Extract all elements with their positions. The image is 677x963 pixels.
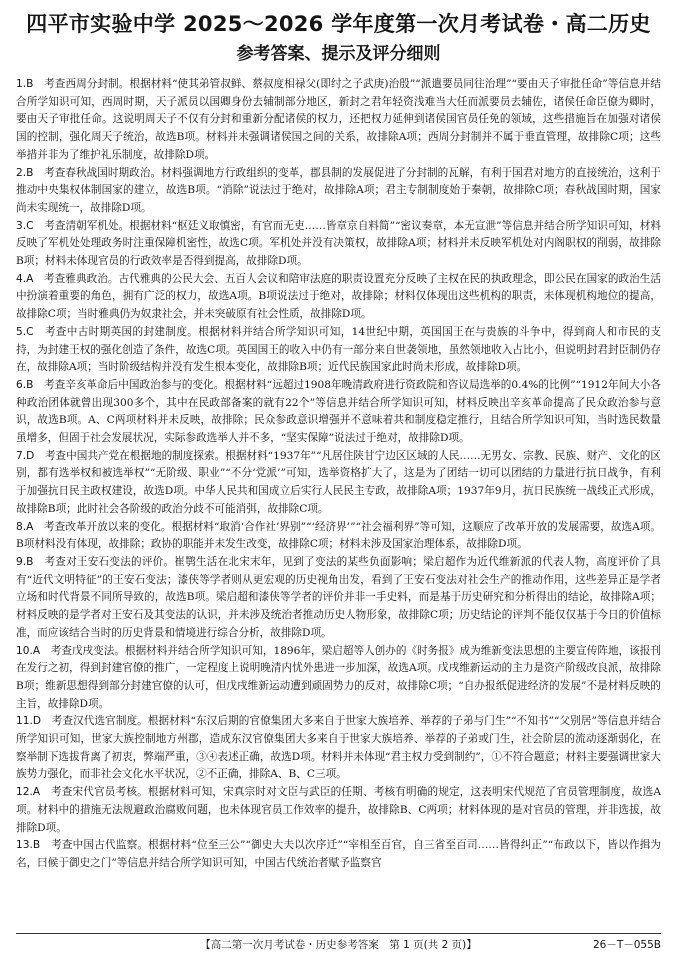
answer-number: 11.D (16, 715, 42, 728)
answer-explanation: 考查对王安石变法的评价。崔鹗生活在北宋末年，见到了变法的某些负面影响；梁启超作为近代维新派的代表人物，高度评价了具有“近代文明特征”的王安石变法；漆侠等学者则从更宏观的历史视角出发，看到了王安石变法对社会生产的推动作用，这些差异正是学者立场和时代背景不同所导致的，故选B项。梁启超和漆侠等学者的评价并非一手史料，而是基于历史研究和分析得出的结论，故排除A项；材料反映的是学者对王安石及其变法的认识，并未涉及统治者推动历史人物形象，故排除C项；历史结论的评判不能仅仅基于今日的价值标准，而应该结合当时的历史背景和情境进行综合分析，故排除D项。 (16, 555, 662, 639)
answer-explanation: 考查雅典政治。古代雅典的公民大会、五百人会议和陪审法庭的职责设置充分反映了主权在民的执政理念，即公民在国家的政治生活中扮演着重要的角色，拥有广泛的权力，故选A项。B项说法过于绝对，故排除；材料仅体现出这些机构的职责，未体现机构地位的提高，故排除C项；当时雅典仍为奴隶社会，并未突破原有社会性质，故排除D项。 (16, 272, 661, 321)
answer-number: 12.A (16, 786, 41, 799)
answer-explanation: 考查中国共产党在根据地的制度探索。根据材料“1937年”“凡居住陕甘宁边区区域的人民……无男女、宗教、民族、财产、文化的区别，都有选举权和被选举权”“无阶级、职业”“不分‘党派’”可知，选举资格扩大了，这是为了团结一切可以团结的力量进行抗日战争，有利于加强抗日民主政权建设，故选D项。中华人民共和国成立后实行人民民主专政，故排除A项；1937年9月，抗日民族统一战线正式形成，故排除B项；此时社会各阶级的政治分歧不可能消弭，故排除C项。 (16, 449, 661, 515)
answer-item (16, 324, 661, 377)
answer-number: 5.C (16, 325, 34, 338)
answer-item (16, 713, 661, 784)
answer-item (16, 643, 661, 714)
answer-explanation: 考查改革开放以来的变化。根据材料“取消‘合作社’界别”“‘经济界’”“社会福利界”等可知，这顺应了改革开放的发展需要，故选A项。B项材料没有体现，故排除；政协的职能并未发生改变，故排除C项；材料未涉及国家治理体系，故排除D项。 (16, 520, 661, 551)
answer-explanation: 考查春秋战国时期政治。材料强调地方行政组织的变革，郡县制的发展促进了分封制的瓦解，有利于国君对地方的直接统治，这利于推动中央集权体制国家的建立，故选B项。“消除”说法过于绝对，故排除A项；君主专制制度始于秦朝，故排除C项；春秋战国时期，国家尚未实现统一，故排除D项。 (16, 166, 662, 214)
answer-list (16, 76, 661, 873)
footer-doc-code: 26－T－055B (592, 939, 661, 951)
answer-explanation: 考查戊戌变法。根据材料并结合所学知识可知，1896年，梁启超等人创办的《时务报》成为维新变法思想的主要宣传阵地，该报刊在发行之初，得到封建官僚的推广，一定程度上说明晚清内忧外患进一步加深，故选A项。戊戌维新运动的主力是资产阶级改良派，故排除B项；维新思想得到部分封建官僚的认可，但戊戌维新运动遭到顽固势力的反对，故排除C项；“自办报纸促进经济的发展”不是材料反映的主旨，故排除D项。 (16, 644, 661, 710)
answer-item (16, 784, 661, 837)
answer-number: 9.B (16, 555, 34, 568)
answer-number: 6.B (16, 378, 34, 391)
answer-explanation: 考查中古时期英国的封建制度。根据材料并结合所学知识可知，14世纪中期，英国国王在与贵族的斗争中，得到商人和市民的支持，为封建王权的强化创造了条件，故选C项。英国国王的收入中仍有一部分来自世袭领地，虽然领地收入占比小，但说明封君封臣制仍存在，故排除A项；当时阶级结构并没有发生根本变化，故排除B项；近代民族国家此时尚未形成，故排除D项。 (16, 325, 661, 374)
answer-item (16, 218, 661, 271)
answer-number: 1.B (16, 78, 34, 90)
answer-item (16, 519, 661, 554)
answer-explanation: 考查汉代选官制度。根据材料“东汉后期的官僚集团大多来自于世家大族培养、举荐的子弟与门生”“不知书”“父别居”等信息并结合所学知识可知，世家大族控制地方州郡，造成东汉官僚集团大多来自于世家大族培养、举荐的子弟或门生，社会阶层的流动逐渐弱化，在察举制下选拔背离了初衷，弊端严重，③④表述正确，故选D项。材料并未体现“君主权力受到制约”，①不符合题意；材料主要强调世家大族势力强化，而非社会文化水平状况，②不正确，排除A、B、C三项。 (16, 715, 661, 781)
answer-item (16, 76, 661, 165)
answer-explanation: 考查中国古代监察。根据材料“位至三公”“御史大夫以次序迁”“宰相至百官，自三省至百司……皆得纠正”“布政以下，皆以作揖为名，曰候于御史之门”等信息并结合所学知识可知，中国古代统治者赋予监察官 (16, 839, 662, 869)
answer-item (16, 448, 661, 519)
answer-number: 8.A (16, 520, 34, 533)
answer-explanation: 考查西周分封制。根据材料“使其弟管叔鲜、蔡叔度相禄父(即纣之子武庚)治殷”“派遣要员同往治理”“要由天子审批任命”等信息并结合所学知识可知，西周时期，天子派员以国卿身份去辅制部分地区，新封之君年轻资浅难当大任而派要员去辅佐，诸侯任命臣僚为卿时，要由天子审批任命。这说明周天子不仅有分封和重新分配诸侯的权力，还把权力延伸到诸侯国官员任免的领域，这些措施旨在加强对诸侯国的控制，强化周天子统治，故选B项。材料并未强调诸侯国之间的关系，故排除A项；西周分封制并不属于垂直管理，故排除C项；这些举措并非为了维护礼乐制度，故排除D项。 (16, 78, 661, 161)
answer-item (16, 837, 661, 872)
answer-number: 2.B (16, 166, 34, 179)
answer-explanation: 考查辛亥革命后中国政治参与的变化。根据材料“远超过1908年晚清政府进行资政院和咨议局选举的0.4%的比例”“1912年间大小各种政治团体就曾出现300多个，其中在民政部备案的就有22个”等信息并结合所学知识可知，材料反映出辛亥革命提高了民众政治参与意识，故选B项。A、C两项材料并未反映，故排除；民众参政意识增强并不意味着共和制度稳定推行，且结合所学知识可知，当时选民数量虽增多，但固于社会发展状况，实际参政选举人并不多，“坚实保障”说法过于绝对，故排除D项。 (16, 378, 661, 445)
answer-number: 4.A (16, 272, 34, 285)
page-footer (16, 933, 661, 956)
page-subtitle: 参考答案、提示及评分细则 (236, 44, 441, 64)
answer-number: 7.D (16, 449, 35, 462)
answer-item (16, 554, 661, 643)
answer-number: 3.C (16, 219, 34, 232)
answer-number: 13.B (16, 839, 41, 852)
answer-explanation: 考查宋代官员考核。根据材料可知，宋真宗时对文臣与武臣的任期、考核有明确的规定，这表明宋代规范了官员管理制度，故选A项。材料中的措施无法规避政治腐败问题，也未体现官员工作效率的提升，故排除B、C两项；材料体现的是对官员的管理，并非选拔，故排除D项。 (16, 786, 661, 834)
page-title: 四平市实验中学 2025～2026 学年度第一次月考试卷・高二历史 (26, 12, 651, 36)
answer-item (16, 165, 661, 218)
footer-page-info: 【高二第一次月考试卷・历史参考答案 第 1 页(共 2 页)】 (200, 939, 477, 951)
answer-explanation: 考查清朝军机处。根据材料“枢廷义取慎密，有官而无吏……皆章京自料简”“密议奏章，本无宣泄”等信息并结合所学知识可知，材料反映了军机处处理政务时注重保障机密性，故选C项。军机处并没有决策权，故排除A项；材料并未反映军机处对内阁职权的削弱，故排除B项；材料未体现官员的行政效率是否得到提高，故排除D项。 (16, 219, 661, 268)
answer-item (16, 377, 661, 448)
answer-item (16, 271, 661, 324)
answer-number: 10.A (16, 644, 41, 657)
